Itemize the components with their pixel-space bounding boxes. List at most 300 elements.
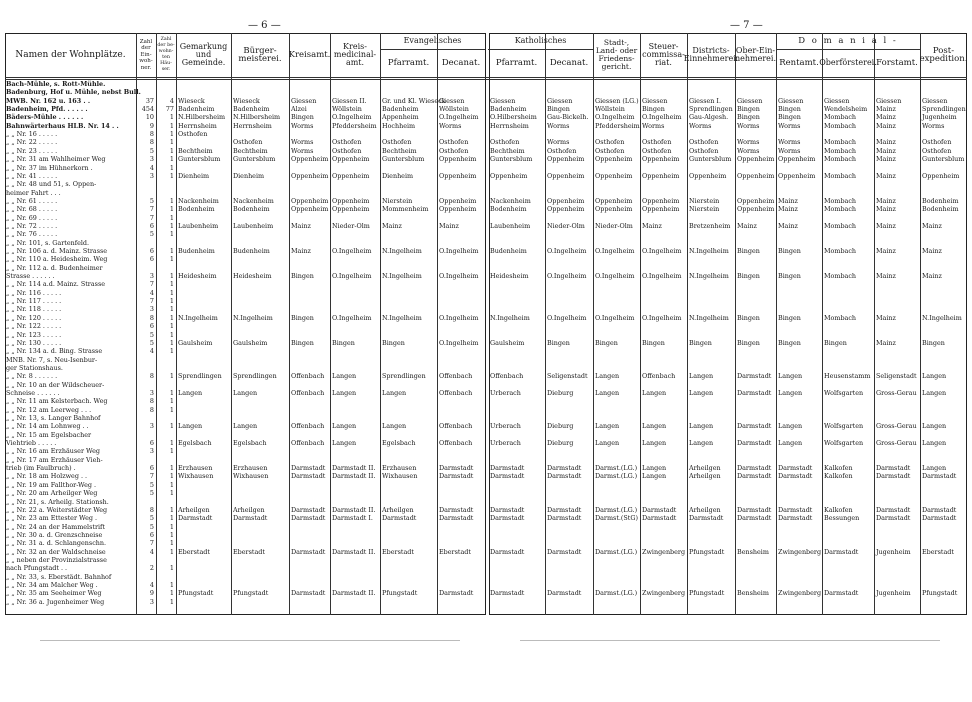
cell-bm: Wixhausen (233, 472, 269, 481)
cell-ra: Darmstadt (778, 464, 813, 473)
cell-gem: Badenheim (178, 105, 215, 114)
cell-de: Sprendlingen (689, 105, 733, 114)
cell-kp: Darmstadt (490, 505, 525, 514)
cell-e: 6 (149, 255, 154, 264)
cell-h: 1 (169, 464, 174, 473)
cell-st: O.Ingelheim (642, 313, 682, 322)
cell-h: 1 (169, 155, 174, 164)
cell-de: Bretzenheim (689, 221, 731, 230)
cell-kd: Worms (547, 138, 570, 147)
cell-evp: Bingen (382, 338, 405, 347)
header-einwohner: Zahl der Ein-woh-ner. (139, 38, 153, 71)
table-row (0, 173, 972, 181)
cell-h: 1 (169, 322, 174, 331)
cell-de: Nierstein (689, 196, 720, 205)
cell-fa: Gross-Gerau (876, 439, 917, 448)
cell-bm: Wieseck (233, 96, 260, 105)
cell-name: „ „ Nr. 68 . . . . . (6, 205, 58, 214)
cell-evd: Giessen (439, 96, 465, 105)
table-row (0, 373, 972, 381)
bottom-rule-left (40, 640, 460, 641)
cell-of: Giessen (824, 96, 850, 105)
cell-h: 1 (169, 113, 174, 122)
cell-name: „ „ Nr. 122 . . . . . (6, 322, 62, 331)
cell-st: Bingen (642, 338, 665, 347)
cell-oe: Darmstadt (737, 422, 772, 431)
cell-evp: Egelsbach (382, 439, 416, 448)
cell-h: 1 (169, 422, 174, 431)
cell-fa: Mainz (876, 196, 896, 205)
cell-name: „ „ Nr. 10 an der Wildscheuer- (6, 380, 105, 389)
cell-ra: Langen (778, 439, 803, 448)
cell-name: „ „ Nr. 116 . . . . . (6, 288, 62, 297)
table-row (0, 440, 972, 448)
cell-h: 1 (169, 247, 174, 255)
cell-name: „ „ Nr. 69 . . . . . (6, 213, 58, 222)
cell-h: 1 (169, 347, 174, 356)
cell-h: 1 (169, 480, 174, 489)
cell-oe: Oppenheim (737, 155, 775, 164)
cell-st: Oppenheim (642, 205, 680, 214)
cell-km: Darmstadt II. (332, 472, 376, 481)
cell-oe: Worms (737, 146, 760, 155)
cell-ra: Bingen (778, 247, 801, 255)
cell-gem: Bechtheim (178, 146, 213, 155)
cell-e: 6 (149, 247, 154, 255)
cell-ra: Oppenheim (778, 155, 816, 164)
cell-evd: Darmstadt (439, 589, 474, 598)
cell-oe: Darmstadt (737, 505, 772, 514)
cell-fa: Mainz (876, 205, 896, 214)
cell-e: 10 (145, 113, 154, 122)
cell-bm: Langen (233, 388, 258, 397)
cell-bm: Osthofen (233, 138, 263, 147)
cell-ra: Worms (778, 138, 801, 147)
cell-h: 1 (169, 163, 174, 172)
cell-name: MNB. Nr. 7, s. Neu-Isenbur- (6, 355, 98, 364)
table-row (0, 407, 972, 415)
cell-h: 1 (169, 597, 174, 606)
cell-st: O.Ingelheim (642, 272, 682, 281)
cell-st: Darmstadt (642, 514, 677, 523)
cell-de: Langen (689, 439, 714, 448)
cell-st: Oppenheim (642, 171, 680, 180)
cell-km: Darmstadt II. (332, 589, 376, 598)
cell-e: 5 (149, 330, 154, 339)
cell-evd: Worms (439, 121, 462, 130)
cell-e: 2 (149, 564, 154, 573)
cell-gem: Budenheim (178, 247, 215, 255)
cell-name: Bäders-Mühle . . . . . . (6, 113, 84, 122)
cell-h: 1 (169, 581, 174, 589)
cell-ka: Mainz (291, 247, 311, 255)
cell-de: Pfungstadt (689, 589, 725, 598)
cell-name: „ „ Nr. 101, s. Gartenfeld. (6, 238, 90, 247)
cell-pe: Worms (922, 121, 945, 130)
table-row (0, 423, 972, 431)
cell-pe: Giessen (922, 96, 948, 105)
cell-gem: Egelsbach (178, 439, 212, 448)
cell-of: Mombach (824, 313, 857, 322)
header-ev-pfarramt: Pfarramt. (387, 58, 430, 68)
cell-gem: Heidesheim (178, 272, 217, 281)
cell-kp: Darmstadt (490, 547, 525, 556)
cell-ka: Oppenheim (291, 171, 329, 180)
cell-fg: O.Ingelheim (595, 272, 635, 281)
cell-st: Giessen (642, 96, 668, 105)
cell-kd: Oppenheim (547, 196, 585, 205)
cell-h: 1 (169, 171, 174, 180)
cell-fa: Darmstadt (876, 472, 911, 481)
cell-fg: Darmst.(StG) (595, 514, 638, 523)
cell-kd: O.Ingelheim (547, 313, 587, 322)
cell-gem: Bodenheim (178, 205, 215, 214)
cell-pe: Pfungstadt (922, 589, 958, 598)
cell-h: 1 (169, 330, 174, 339)
cell-h: 77 (165, 105, 174, 114)
header-rentamt: Rentamt. (779, 58, 819, 68)
cell-ra: Langen (778, 422, 803, 431)
cell-bm: N.Hilbersheim (233, 113, 281, 122)
table-row (0, 590, 972, 598)
cell-km: Bingen (332, 338, 355, 347)
cell-evp: Langen (382, 422, 407, 431)
cell-pe: Oppenheim (922, 171, 960, 180)
table-row (0, 290, 972, 298)
cell-of: Darmstadt (824, 589, 859, 598)
cell-fa: Darmstadt (876, 505, 911, 514)
cell-kp: Urberach (490, 388, 521, 397)
cell-ka: Offenbach (291, 439, 325, 448)
header-domanial: D o m a n i a l - (798, 36, 898, 46)
cell-name: „ „ Nr. 110 a. Heidesheim. Weg (6, 255, 108, 264)
cell-name: „ „ Nr. 30 a. d. Grenzschneise (6, 530, 103, 539)
cell-name: „ „ Nr. 114 a.d. Mainz. Strasse (6, 280, 106, 289)
cell-h: 1 (169, 505, 174, 514)
cell-de: Langen (689, 422, 714, 431)
cell-ka: Oppenheim (291, 196, 329, 205)
cell-ka: Offenbach (291, 372, 325, 381)
cell-evp: Osthofen (382, 138, 412, 147)
cell-name: „ „ Nr. 48 und 51, s. Oppen- (6, 180, 97, 189)
cell-name: trieb (im Faulbruch) . (6, 464, 76, 473)
cell-evp: Darmstadt (382, 514, 417, 523)
cell-fg: Oppenheim (595, 205, 633, 214)
cell-evp: Gr. und Kl. Wieseck (382, 96, 446, 105)
cell-de: Arheilgen (689, 464, 721, 473)
cell-name: Strasse . . . . . . (6, 272, 55, 281)
cell-e: 3 (149, 171, 154, 180)
cell-evd: Oppenheim (439, 196, 477, 205)
cell-fa: Mainz (876, 105, 896, 114)
cell-fg: Osthofen (595, 138, 625, 147)
cell-h: 1 (169, 447, 174, 456)
cell-kp: Darmstadt (490, 589, 525, 598)
cell-h: 1 (169, 213, 174, 222)
cell-st: Zwingenberg (642, 589, 686, 598)
cell-gem: Wixhausen (178, 472, 214, 481)
cell-evp: Erzhausen (382, 464, 417, 473)
cell-kd: Oppenheim (547, 171, 585, 180)
cell-bm: Langen (233, 422, 258, 431)
cell-oe: Giessen (737, 96, 763, 105)
cell-evp: Mommenheim (382, 205, 429, 214)
cell-evp: Guntersblum (382, 155, 425, 164)
cell-e: 4 (149, 581, 154, 589)
cell-evp: Sprendlingen (382, 372, 426, 381)
cell-de: Osthofen (689, 146, 719, 155)
cell-kp: Nackenheim (490, 196, 531, 205)
cell-evd: Eberstadt (439, 547, 471, 556)
cell-fg: Nieder-Olm (595, 221, 633, 230)
cell-gem: Pfungstadt (178, 589, 214, 598)
header-friedensgericht: Stadt-, Land- oder Friedens-gericht. (595, 38, 638, 71)
cell-e: 5 (149, 230, 154, 239)
cell-name: „ „ Nr. 36 a. Jugenheimer Weg (6, 597, 105, 606)
cell-de: Giessen I. (689, 96, 721, 105)
cell-kp: Badenheim (490, 105, 527, 114)
cell-name: „ „ Nr. 123 . . . . . (6, 330, 62, 339)
cell-kd: Worms (547, 121, 570, 130)
cell-kp: Urberach (490, 422, 521, 431)
cell-e: 5 (149, 196, 154, 205)
cell-st: O.Ingelheim (642, 247, 682, 255)
cell-ra: Zwingenberg (778, 547, 822, 556)
cell-st: Langen (642, 388, 667, 397)
cell-bm: Eberstadt (233, 547, 265, 556)
cell-of: Mombach (824, 113, 857, 122)
cell-de: Pfungstadt (689, 547, 725, 556)
cell-h: 1 (169, 196, 174, 205)
cell-h: 1 (169, 305, 174, 314)
cell-name: „ „ Nr. 41 . . . . . (6, 171, 58, 180)
cell-gem: Laubenheim (178, 221, 219, 230)
cell-kp: Darmstadt (490, 514, 525, 523)
cell-evd: O.Ingelheim (439, 113, 479, 122)
cell-name: „ „ Nr. 12 am Leerweg . . . (6, 405, 92, 414)
cell-fa: Mainz (876, 247, 896, 255)
header-katholisch: Katholisches (514, 36, 567, 45)
cell-kp: Offenbach (490, 372, 524, 381)
cell-evp: Dienheim (382, 171, 414, 180)
cell-st: Zwingenberg (642, 547, 686, 556)
table-row (0, 315, 972, 323)
cell-fa: Mainz (876, 313, 896, 322)
table-row (0, 231, 972, 239)
cell-kd: Seligenstadt (547, 372, 588, 381)
cell-fa: Gross-Gerau (876, 422, 917, 431)
cell-bm: Budenheim (233, 247, 270, 255)
cell-name: „ „ Nr. 23 am Ettester Weg . (6, 514, 98, 523)
cell-evd: O.Ingelheim (439, 247, 479, 255)
cell-de: Langen (689, 372, 714, 381)
cell-h: 1 (169, 522, 174, 531)
header-evangelisch: Evangelisches (403, 36, 462, 45)
cell-of: Mombach (824, 196, 857, 205)
cell-of: Heusenstamm (824, 372, 871, 381)
cell-e: 8 (149, 372, 154, 381)
table-row (0, 398, 972, 406)
cell-of: Mombach (824, 272, 857, 281)
cell-evd: Darmstadt (439, 472, 474, 481)
cell-ra: Darmstadt (778, 505, 813, 514)
cell-evd: Oppenheim (439, 205, 477, 214)
header-name: Namen der Wohnplätze. (15, 50, 126, 60)
cell-h: 1 (169, 146, 174, 155)
cell-e: 4 (149, 288, 154, 297)
table-row (0, 524, 972, 532)
cell-e: 6 (149, 464, 154, 473)
cell-name: „ „ Nr. 35 am Seeheimer Weg (6, 589, 102, 598)
cell-bm: N.Ingelheim (233, 313, 273, 322)
cell-de: Worms (689, 121, 712, 130)
cell-oe: Darmstadt (737, 388, 772, 397)
header-kreisamt: Kreisamt. (288, 50, 331, 60)
cell-h: 1 (169, 313, 174, 322)
cell-ra: Langen (778, 372, 803, 381)
cell-ra: Oppenheim (778, 171, 816, 180)
cell-of: Mombach (824, 247, 857, 255)
cell-name: „ „ Nr. 14 am Lohnweg . . (6, 422, 89, 431)
cell-oe: Bensheim (737, 547, 769, 556)
table-row (0, 565, 972, 573)
cell-name: „ „ Nr. 22 a. Weiterstädter Weg (6, 505, 108, 514)
table-row (0, 256, 972, 264)
cell-fg: Darmst.(LG.) (595, 505, 638, 514)
cell-bm: Bechtheim (233, 146, 268, 155)
cell-gem: Eberstadt (178, 547, 210, 556)
cell-h: 1 (169, 130, 174, 139)
cell-ka: Bingen (291, 313, 314, 322)
cell-name: „ „ Nr. 61 . . . . . (6, 196, 58, 205)
header-gemarkung: Gemarkung und Gemeinde. (179, 42, 228, 67)
cell-pe: Bodenheim (922, 205, 959, 214)
cell-ka: Bingen (291, 272, 314, 281)
cell-km: Osthofen (332, 146, 362, 155)
cell-pe: Langen (922, 372, 947, 381)
cell-de: Osthofen (689, 138, 719, 147)
header-districtseinnehmerei: Districts-Einnehmerei. (683, 46, 739, 63)
cell-name: „ „ Nr. 32 an der Waldschneise (6, 547, 106, 556)
cell-ka: Bingen (291, 338, 314, 347)
cell-name: „ „ Nr. 130 . . . . . (6, 338, 62, 347)
cell-oe: Darmstadt (737, 514, 772, 523)
cell-bm: Herrnsheim (233, 121, 272, 130)
cell-pe: Darmstadt (922, 514, 957, 523)
cell-km: Darmstadt II. (332, 547, 376, 556)
cell-evd: Darmstadt (439, 514, 474, 523)
cell-gem: Dienheim (178, 171, 210, 180)
cell-h: 1 (169, 564, 174, 573)
cell-evd: Wöllstein (439, 105, 469, 114)
cell-kp: Budenheim (490, 247, 527, 255)
table-row (0, 348, 972, 356)
cell-e: 7 (149, 539, 154, 548)
table-row (0, 273, 972, 281)
table-row (0, 473, 972, 481)
cell-name: „ „ Nr. 21, s. Arheilg. Stationsh. (6, 497, 109, 506)
cell-name: „ „ Nr. 19 am Fallthor-Weg . (6, 480, 97, 489)
cell-h: 1 (169, 547, 174, 556)
table-row (0, 448, 972, 456)
cell-of: Kalkofen (824, 505, 853, 514)
cell-oe: Bingen (737, 338, 760, 347)
cell-evp: Mainz (382, 221, 402, 230)
cell-e: 3 (149, 305, 154, 314)
cell-name: nach Pfungstadt . . (6, 564, 68, 573)
cell-km: Wöllstein (332, 105, 362, 114)
cell-fa: Mainz (876, 155, 896, 164)
cell-e: 8 (149, 505, 154, 514)
cell-name: „ „ Nr. 134 a. d. Bing. Strasse (6, 347, 103, 356)
cell-e: 4 (149, 547, 154, 556)
cell-pe: Mainz (922, 247, 942, 255)
cell-kd: Oppenheim (547, 155, 585, 164)
cell-de: Darmstadt (689, 514, 724, 523)
cell-name: ger Stationshaus. (6, 363, 63, 372)
cell-kp: Darmstadt (490, 464, 525, 473)
cell-evd: Osthofen (439, 146, 469, 155)
cell-name: „ „ Nr. 106 a. d. Mainz. Strasse (6, 247, 108, 255)
cell-fg: O.Ingelheim (595, 113, 635, 122)
cell-evp: Bechtheim (382, 146, 417, 155)
cell-fa: Mainz (876, 121, 896, 130)
cell-name: „ „ Nr. 37 im Hühnerkorn . (6, 163, 93, 172)
cell-evd: Oppenheim (439, 171, 477, 180)
cell-fa: Mainz (876, 338, 896, 347)
cell-evd: Offenbach (439, 422, 473, 431)
cell-e: 3 (149, 597, 154, 606)
cell-km: Osthofen (332, 138, 362, 147)
cell-st: Darmstadt (642, 505, 677, 514)
cell-gem: N.Ingelheim (178, 313, 218, 322)
cell-kd: Darmstadt (547, 547, 582, 556)
cell-bm: Dienheim (233, 171, 265, 180)
cell-bm: Gaulsheim (233, 338, 268, 347)
cell-kd: Oppenheim (547, 205, 585, 214)
cell-de: Nierstein (689, 205, 720, 214)
cell-e: 8 (149, 130, 154, 139)
header-obereinnehmerei: Ober-Ein-nehmerei. (735, 46, 777, 63)
cell-of: Kalkofen (824, 472, 853, 481)
cell-name: „ „ Nr. 8 . . . . . . (6, 372, 58, 381)
cell-h: 1 (169, 489, 174, 498)
cell-h: 1 (169, 338, 174, 347)
cell-fg: O.Ingelheim (595, 247, 635, 255)
cell-st: Osthofen (642, 138, 672, 147)
cell-e: 6 (149, 221, 154, 230)
cell-fa: Mainz (876, 138, 896, 147)
cell-pe: Eberstadt (922, 547, 954, 556)
cell-e: 454 (141, 105, 154, 114)
cell-kd: Darmstadt (547, 464, 582, 473)
cell-kd: Dieburg (547, 422, 574, 431)
cell-ka: Oppenheim (291, 155, 329, 164)
cell-of: Mombach (824, 146, 857, 155)
header-ev-decanat: Decanat. (441, 58, 481, 68)
header-oberfoersterei: Oberförsterei. (819, 58, 877, 67)
cell-name: Bahnwärterhaus HLB. Nr. 14 . . (6, 121, 119, 130)
cell-h: 1 (169, 388, 174, 397)
cell-of: Mombach (824, 171, 857, 180)
cell-kd: Gau-Bickelh. (547, 113, 589, 122)
cell-of: Mombach (824, 205, 857, 214)
table-row (0, 490, 972, 498)
header-postexpedition: Post-expedition. (919, 46, 968, 64)
cell-h: 1 (169, 405, 174, 414)
cell-e: 5 (149, 489, 154, 498)
cell-oe: Bingen (737, 105, 760, 114)
